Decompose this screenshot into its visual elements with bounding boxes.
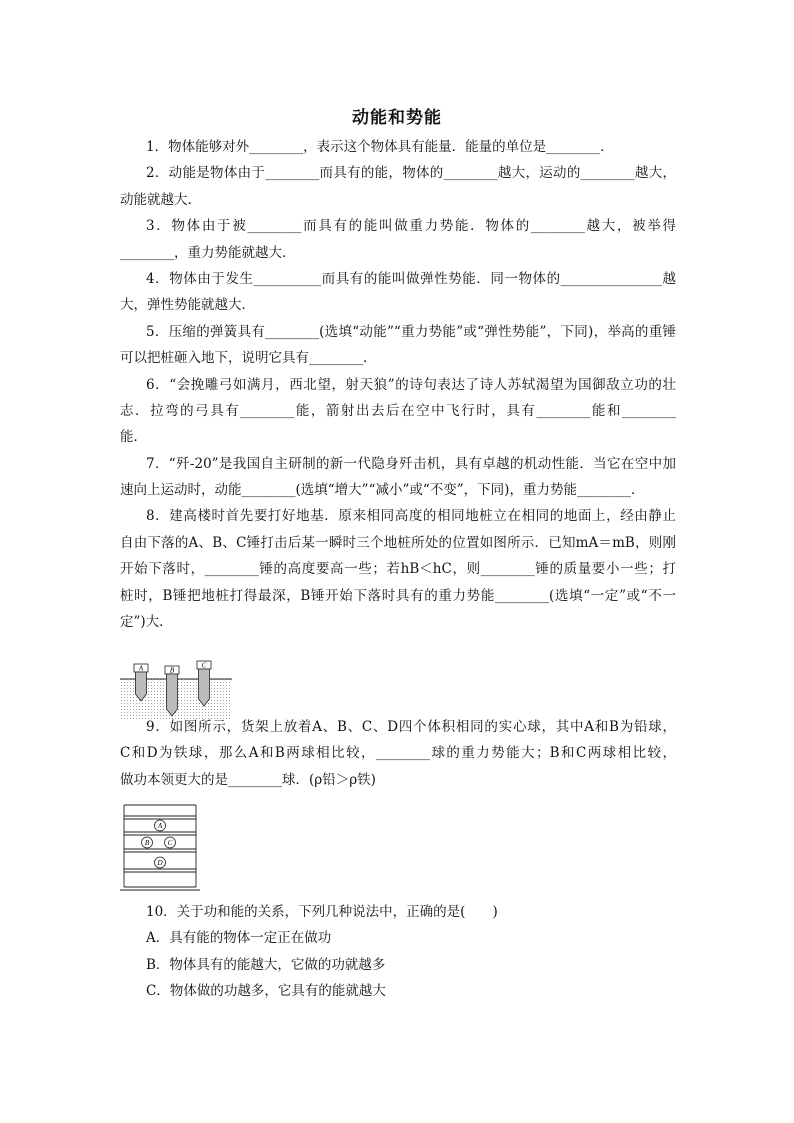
q6-line3: 能．	[120, 429, 147, 446]
pile-c	[197, 661, 211, 706]
q3-line1: 3．物体由于被________而具有的能叫做重力势能．物体的________越大，被举得	[146, 218, 676, 235]
q6-line2: 志．拉弯的弓具有________能，箭射出去后在空中飞行时，具有________能和________	[120, 402, 676, 419]
q10-option-a: A．具有能的物体一定正在做功	[146, 930, 332, 947]
ball-label-d: D	[157, 859, 163, 867]
question-9	[120, 714, 676, 793]
ball-label-c: C	[167, 839, 173, 847]
q8-line4: 桩时，B锤把地桩打得最深，B锤开始下落时具有的重力势能________(选填“一定”或“不一	[120, 587, 676, 604]
q2-line1: 2．动能是物体由于________而具有的能，物体的________越大，运动的________越大，	[146, 165, 676, 182]
q10-stem: 10．关于功和能的关系，下列几种说法中，正确的是( )	[146, 904, 498, 920]
q8-line3: 开始下落时，________锤的高度要高一些；若hB＜hC，则________锤的质量要小一些；打	[120, 561, 676, 578]
page-title: 动能和势能	[352, 108, 442, 128]
q4-line1: 4．物体由于发生__________而具有的能叫做弹性势能．同一物体的_______________越	[146, 270, 676, 287]
ball-b	[142, 837, 153, 848]
q8-line2: 自由下落的A、B、C锤打击后某一瞬时三个地桩所处的位置如图所示．已知mA＝mB，则刚	[120, 534, 676, 551]
q5-line2: 可以把桩砸入地下，说明它具有________．	[120, 350, 377, 367]
figure-hammers-piles	[120, 654, 232, 720]
hammer-label-a: A	[138, 664, 144, 673]
ball-c	[165, 837, 176, 848]
q8-line1: 8．建高楼时首先要打好地基．原来相同高度的相同地桩立在相同的地面上，经由静止	[146, 508, 676, 525]
q7-line1: 7．“歼-20”是我国自主研制的新一代隐身歼击机，具有卓越的机动性能．当它在空中加	[146, 455, 676, 472]
hammer-label-b: B	[169, 666, 175, 675]
q10-option-b: B．物体具有的能越大，它做的功就越多	[146, 956, 386, 973]
q8-line5: 定”)大．	[120, 614, 173, 631]
q1-line1: 1．物体能够对外________，表示这个物体具有能量．能量的单位是________．	[146, 139, 614, 155]
ball-label-b: B	[144, 839, 150, 847]
questions-1-8	[120, 134, 676, 635]
pile-b	[165, 666, 179, 716]
q2-line2: 动能就越大．	[120, 191, 201, 208]
figure-shelf-balls	[120, 803, 200, 893]
q5-line1: 5．压缩的弹簧具有________(选填“动能”“重力势能”或“弹性势能”，下同)，举高的重锤	[146, 323, 676, 340]
ball-a	[155, 820, 166, 831]
q7-line2: 速向上运动时，动能________(选填“增大”“减小”或“不变”，下同)，重力势能________．	[120, 482, 645, 499]
q9-line2: C和D为铁球，那么A和B两球相比较，________球的重力势能大；B和C两球相比较，	[120, 745, 676, 762]
ball-d	[155, 857, 166, 868]
question-10	[120, 899, 676, 1005]
q10-option-c: C．物体做的功越多，它具有的能就越大	[146, 983, 386, 1000]
q9-line3: 做功本领更大的是________球．(ρ铅＞ρ铁)	[120, 771, 376, 788]
hammer-label-c: C	[201, 661, 207, 670]
q3-line2: ________，重力势能就越大．	[120, 244, 296, 261]
q6-line1: 6．“会挽雕弓如满月，西北望，射天狼”的诗句表达了诗人苏轼渴望为国御敌立功的壮	[146, 376, 676, 393]
ball-label-a: A	[157, 822, 163, 830]
q9-line1: 9．如图所示，货架上放着A、B、C、D四个体积相同的实心球，其中A和B为铅球，	[146, 719, 676, 735]
q4-line2: 大，弹性势能就越大．	[120, 297, 255, 314]
